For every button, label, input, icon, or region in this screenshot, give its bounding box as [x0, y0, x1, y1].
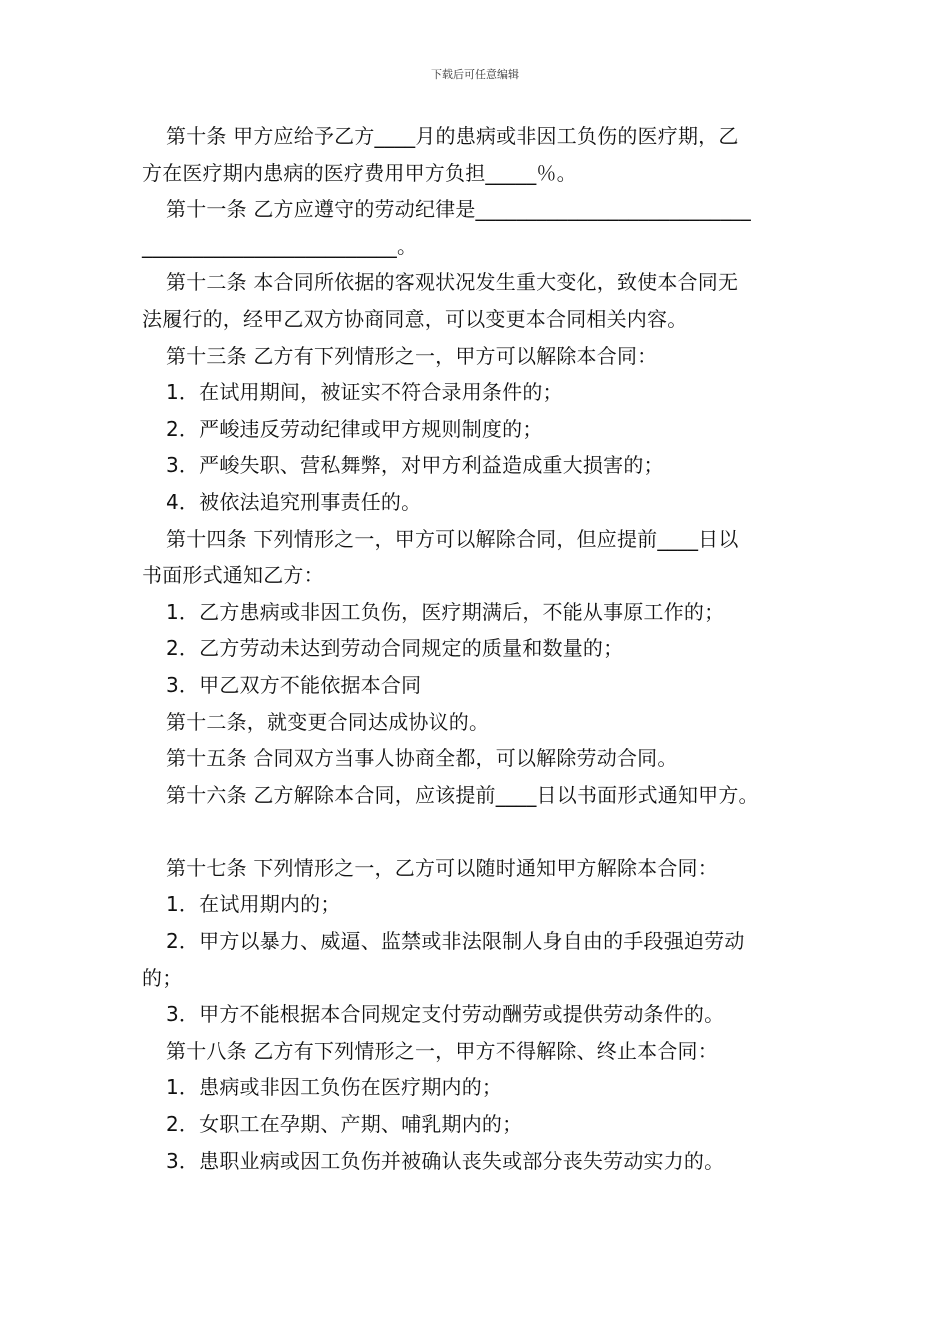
- article-13-item-4: 4．被依法追究刑事责任的。: [166, 489, 422, 514]
- paragraph-gap: [142, 813, 822, 850]
- article-16: 第十六条 乙方解除本合同，应该提前____日以书面形式通知甲方。: [166, 782, 759, 807]
- article-14-item-1: 1．乙方患病或非因工负伤，医疗期满后，不能从事原工作的；: [166, 599, 725, 624]
- article-11-line-2: _________________________。: [142, 233, 418, 258]
- article-18-item-3: 3．患职业病或因工负伤并被确认丧失或部分丧失劳动实力的。: [166, 1148, 725, 1173]
- article-14-item-2: 2．乙方劳动未达到劳动合同规定的质量和数量的；: [166, 636, 624, 661]
- article-10-line-1: 第十条 甲方应给予乙方____月的患病或非因工负伤的医疗期，乙: [166, 124, 739, 148]
- article-13-item-1: 1．在试用期间，被证实不符合录用条件的；: [166, 380, 563, 405]
- page-header: 下载后可任意编辑: [431, 68, 519, 81]
- article-12-line-2: 法履行的，经甲乙双方协商同意，可以变更本合同相关内容。: [142, 306, 688, 331]
- article-13-heading: 第十三条 乙方有下列情形之一，甲方可以解除本合同：: [166, 343, 658, 368]
- article-17-heading: 第十七条 下列情形之一，乙方可以随时通知甲方解除本合同：: [166, 855, 718, 880]
- article-17-item-3: 3．甲方不能根据本合同规定支付劳动酬劳或提供劳动条件的。: [166, 1002, 725, 1027]
- article-18-item-2: 2．女职工在孕期、产期、哺乳期内的；: [166, 1112, 523, 1137]
- article-10-line-2: 方在医疗期内患病的医疗费用甲方负担_____％。: [142, 160, 577, 185]
- article-18-heading: 第十八条 乙方有下列情形之一，甲方不得解除、终止本合同：: [166, 1038, 718, 1063]
- article-14-item-3: 3．甲乙双方不能依据本合同: [166, 672, 422, 697]
- article-18-item-1: 1．患病或非因工负伤在医疗期内的；: [166, 1075, 503, 1100]
- document-body: [142, 118, 822, 1179]
- article-17-item-2: 2．甲方以暴力、威逼、监禁或非法限制人身自由的手段强迫劳动: [166, 929, 745, 954]
- article-15: 第十五条 合同双方当事人协商全都，可以解除劳动合同。: [166, 746, 678, 771]
- article-17-item-2-cont: 的；: [142, 965, 183, 990]
- article-11-line-1: 第十一条 乙方应遵守的劳动纪律是___________________________: [166, 197, 751, 222]
- article-13-item-2: 2．严峻违反劳动纪律或甲方规则制度的；: [166, 416, 543, 441]
- article-14-item-3-cont: 第十二条，就变更合同达成协议的。: [166, 709, 490, 734]
- article-14-line-1: 第十四条 下列情形之一，甲方可以解除合同，但应提前____日以: [166, 526, 739, 551]
- article-17-item-1: 1．在试用期内的；: [166, 892, 341, 917]
- article-13-item-3: 3．严峻失职、营私舞弊，对甲方利益造成重大损害的；: [166, 453, 664, 478]
- article-14-line-2: 书面形式通知乙方：: [142, 563, 324, 588]
- article-12-line-1: 第十二条 本合同所依据的客观状况发生重大变化，致使本合同无: [166, 270, 739, 295]
